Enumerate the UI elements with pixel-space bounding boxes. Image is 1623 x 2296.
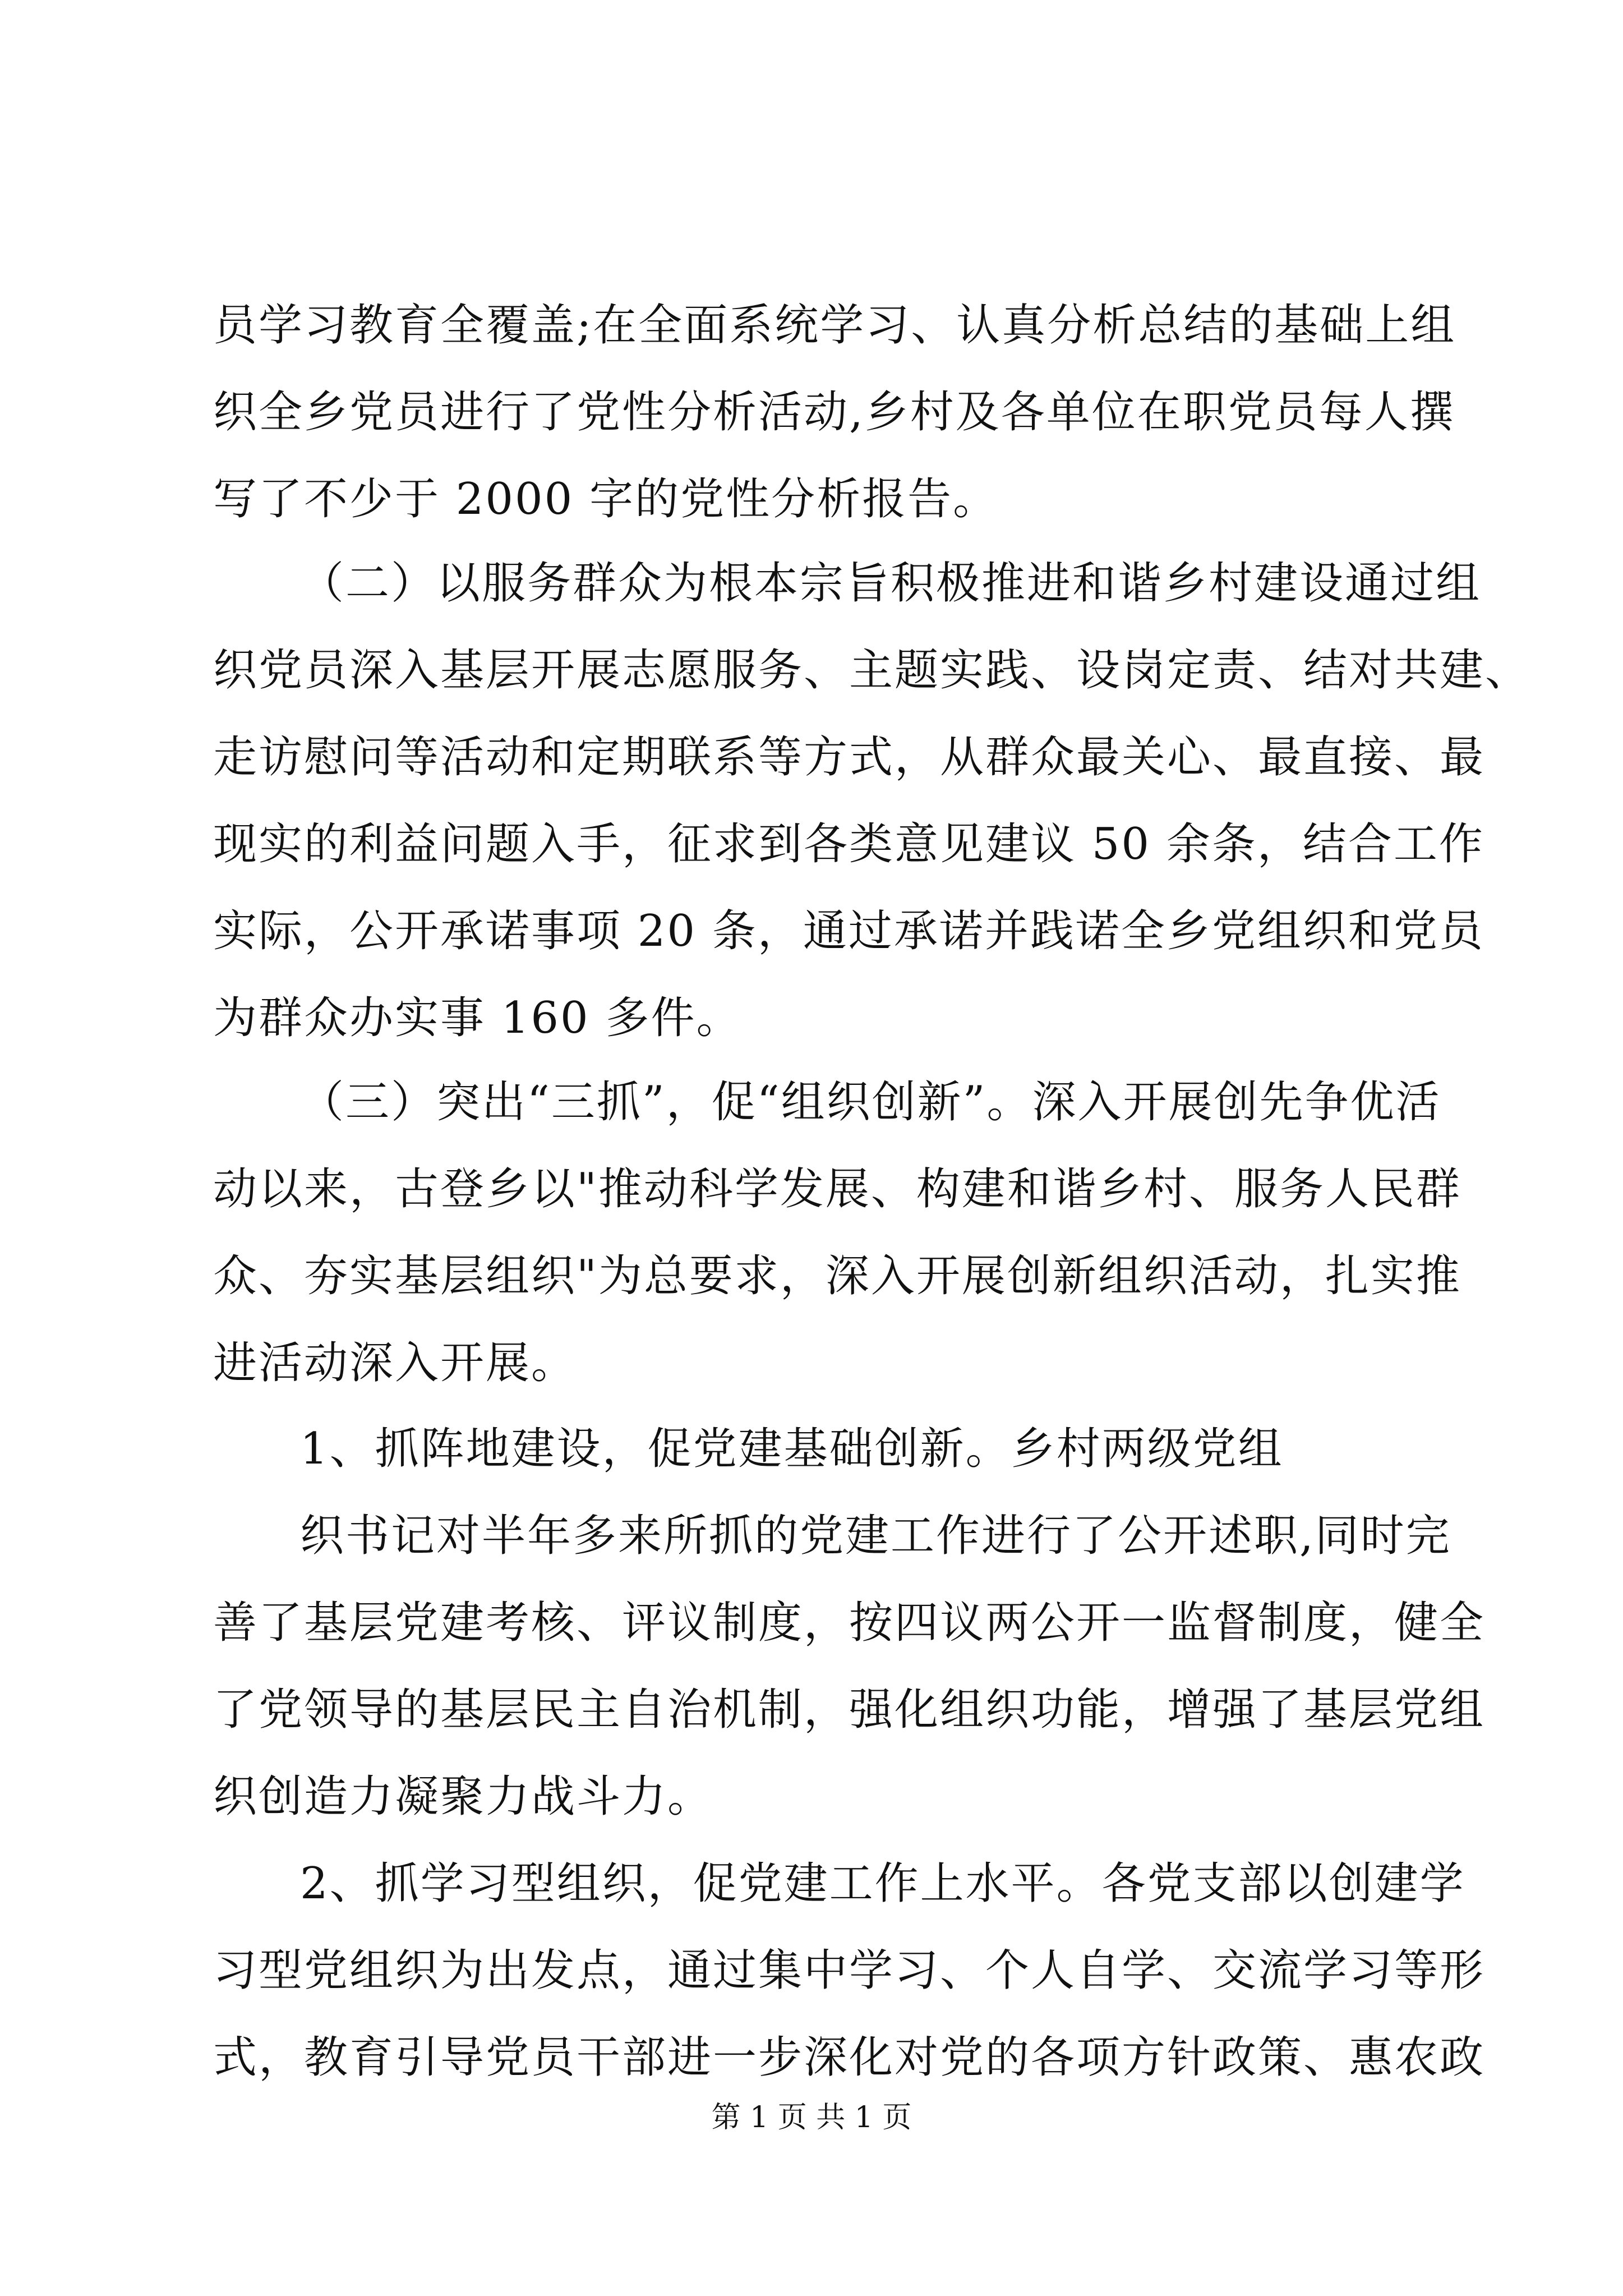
list-item-1: 1、抓阵地建设，促党建基础创新。乡村两级党组 [300, 1424, 1284, 1474]
text-line: 善了基层党建考核、评议制度，按四议两公开一监督制度，健全 [213, 1598, 1486, 1648]
text-line: 实际，公开承诺事项 20 条，通过承诺并践诺全乡党组织和党员 [213, 906, 1484, 956]
text-line: 众、夯实基层组织"为总要求，深入开展创新组织活动，扎实推 [213, 1251, 1461, 1301]
text-line: 了党领导的基层民主自治机制，强化组织功能，增强了基层党组 [213, 1685, 1486, 1735]
text-line: 习型党组织为出发点，通过集中学习、个人自学、交流学习等形 [213, 1945, 1486, 1996]
text-line: 现实的利益问题入手，征求到各类意见建议 50 余条，结合工作 [213, 819, 1484, 869]
text-line: 织党员深入基层开展志愿服务、主题实践、设岗定责、结对共建、 [213, 645, 1531, 696]
text-line: 织全乡党员进行了党性分析活动,乡村及各单位在职党员每人撰 [213, 387, 1455, 438]
page-number: 第 1 页 共 1 页 [711, 2101, 912, 2134]
list-item-2: 2、抓学习型组织，促党建工作上水平。各党支部以创建学 [300, 1858, 1465, 1909]
text-line: 员学习教育全覆盖;在全面系统学习、认真分析总结的基础上组 [213, 300, 1456, 351]
text-line: 织创造力凝聚力战斗力。 [213, 1772, 713, 1822]
text-line: 动以来，古登乡以"推动科学发展、构建和谐乡村、服务人民群 [213, 1164, 1461, 1214]
paragraph-heading-2: （二）以服务群众为根本宗旨积极推进和谐乡村建设通过组 [300, 558, 1482, 609]
paragraph-heading-3: （三）突出“三抓”，促“组织创新”。深入开展创先争优活 [300, 1077, 1441, 1128]
text-line: 式，教育引导党员干部进一步深化对党的各项方针政策、惠农政 [213, 2032, 1486, 2083]
text-line: 为群众办实事 160 多件。 [213, 993, 742, 1043]
text-line: 走访慰问等活动和定期联系等方式，从群众最关心、最直接、最 [213, 732, 1486, 783]
text-line: 写了不少于 2000 字的党性分析报告。 [213, 474, 999, 524]
text-line: 织书记对半年多来所抓的党建工作进行了公开述职,同时完 [300, 1511, 1451, 1561]
text-line: 进活动深入开展。 [213, 1338, 577, 1388]
